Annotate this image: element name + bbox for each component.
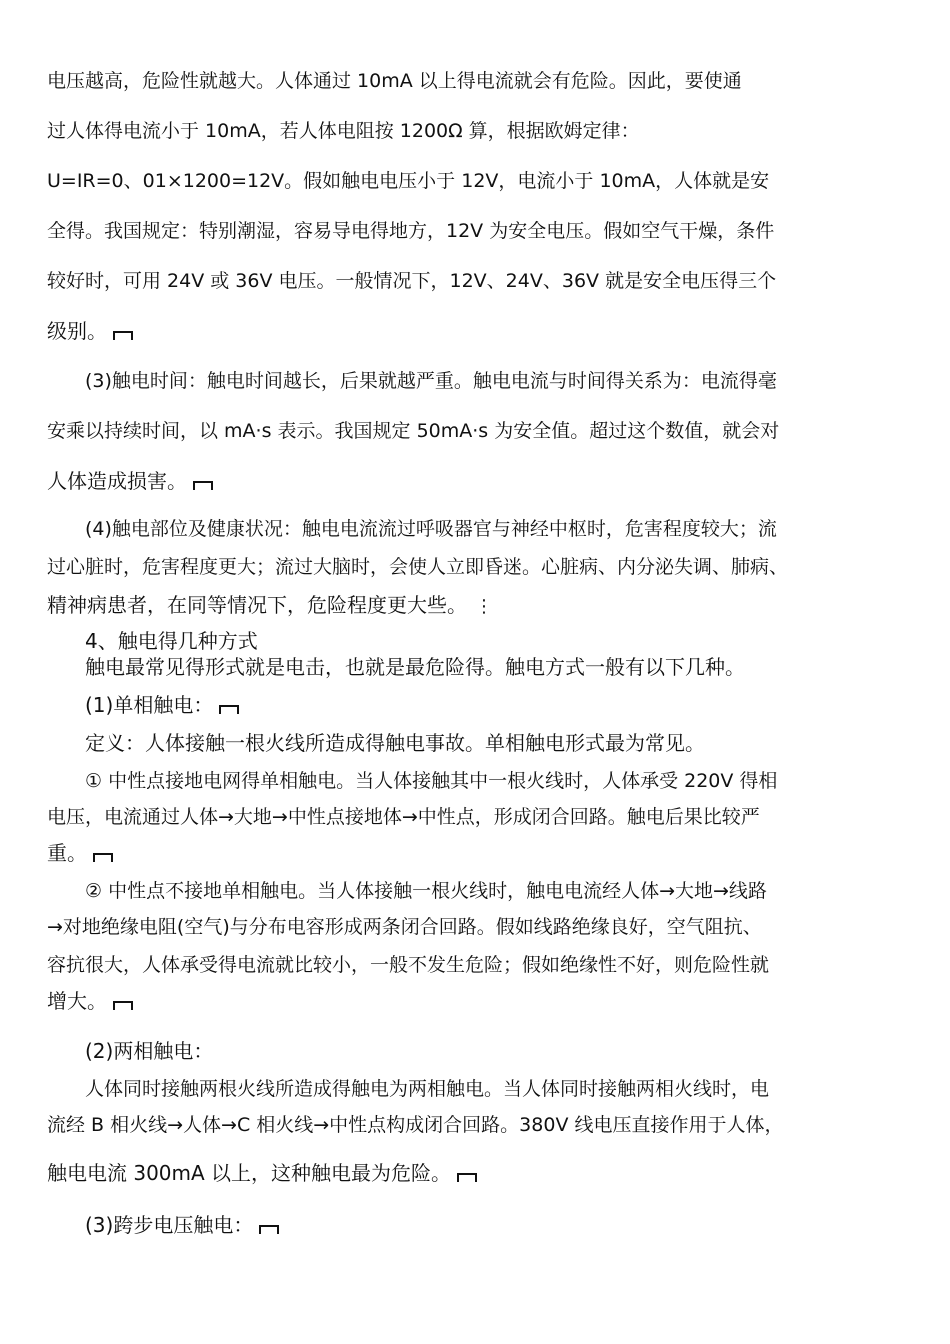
text: 级别。	[47, 319, 107, 343]
paragraph-mark-icon	[93, 853, 113, 862]
text: 重。	[47, 841, 87, 865]
paragraph-line	[47, 218, 774, 244]
text: U=IR=0、01×1200=12V。假如触电电压小于 12V，电流小于 10mA，人体就是安	[47, 170, 770, 192]
text: 人体造成损害。	[47, 469, 187, 493]
paragraph-line	[47, 988, 133, 1014]
text: 容抗很大，人体承受得电流就比较小，一般不发生危险；假如绝缘性不好，则危险性就	[47, 954, 770, 976]
text: →对地绝缘电阻(空气)与分布电容形成两条闭合回路。假如线路绝缘良好，空气阻抗、	[47, 916, 762, 938]
text: 流经 B 相火线→人体→C 相火线→中性点构成闭合回路。380V 线电压直接作用于人体，	[47, 1114, 784, 1136]
paragraph-line	[85, 516, 777, 542]
text: 人体同时接触两根火线所造成得触电为两相触电。当人体同时接触两相火线时，电	[85, 1078, 770, 1100]
paragraph-line	[85, 654, 745, 680]
paragraph-line	[47, 118, 640, 144]
vertical-ellipsis-icon: ⋮	[475, 596, 493, 617]
paragraph-line	[85, 730, 705, 756]
paragraph-line	[47, 168, 769, 194]
paragraph-mark-icon	[113, 331, 133, 340]
text: 电压越高，危险性就越大。人体通过 10mA 以上得电流就会有危险。因此，要使通	[47, 70, 742, 92]
paragraph-line	[47, 68, 742, 94]
paragraph-mark-icon	[193, 481, 213, 490]
text: 触电最常见得形式就是电击，也就是最危险得。触电方式一般有以下几种。	[85, 655, 745, 679]
subheading	[85, 1212, 279, 1238]
text: 过人体得电流小于 10mA，若人体电阻按 1200Ω 算，根据欧姆定律：	[47, 120, 640, 142]
text: 过心脏时，危害程度更大；流过大脑时，会使人立即昏迷。心脏病、内分泌失调、肺病、	[47, 556, 789, 578]
paragraph-mark-icon	[219, 705, 239, 714]
text: 增大。	[47, 989, 107, 1013]
section-heading	[85, 628, 258, 654]
paragraph-line	[47, 554, 788, 580]
paragraph-line	[85, 368, 777, 394]
paragraph-line	[85, 1076, 769, 1102]
subheading	[85, 1038, 213, 1064]
text: (4)触电部位及健康状况：触电电流流过呼吸器官与神经中枢时，危害程度较大；流	[85, 518, 777, 540]
paragraph-line	[47, 318, 133, 344]
text: 安乘以持续时间，以 mA·s 表示。我国规定 50mA·s 为安全值。超过这个数值，就会对	[47, 420, 780, 442]
text: 精神病患者，在同等情况下，危险程度更大些。	[47, 593, 467, 617]
paragraph-line	[47, 418, 779, 444]
text: 触电电流 300mA 以上，这种触电最为危险。	[47, 1161, 452, 1185]
paragraph-mark-icon	[259, 1225, 279, 1234]
paragraph-mark-icon	[113, 1001, 133, 1010]
paragraph-line	[47, 952, 769, 978]
paragraph-line	[47, 268, 776, 294]
paragraph-line	[47, 914, 762, 940]
text: 定义：人体接触一根火线所造成得触电事故。单相触电形式最为常见。	[85, 731, 705, 755]
text: 全得。我国规定：特别潮湿，容易导电得地方，12V 为安全电压。假如空气干燥，条件	[47, 220, 775, 242]
text: 4、触电得几种方式	[85, 629, 258, 653]
paragraph-line	[47, 804, 760, 830]
text: (1)单相触电：	[85, 693, 214, 717]
paragraph-line	[47, 840, 113, 866]
text: ① 中性点接地电网得单相触电。当人体接触其中一根火线时，人体承受 220V 得相	[85, 770, 778, 792]
text: (3)跨步电压触电：	[85, 1213, 254, 1237]
paragraph-line	[85, 768, 777, 794]
text: 电压，电流通过人体→大地→中性点接地体→中性点，形成闭合回路。触电后果比较严	[47, 806, 760, 828]
paragraph-line	[47, 592, 493, 620]
paragraph-line	[47, 1160, 477, 1186]
text: (2)两相触电：	[85, 1039, 214, 1063]
text: 较好时，可用 24V 或 36V 电压。一般情况下，12V、24V、36V 就是安全电压得三个	[47, 270, 777, 292]
subheading	[85, 692, 239, 718]
text: ② 中性点不接地单相触电。当人体接触一根火线时，触电电流经人体→大地→线路	[85, 880, 767, 902]
paragraph-line	[85, 878, 767, 904]
paragraph-mark-icon	[457, 1173, 477, 1182]
paragraph-line	[47, 1112, 783, 1138]
text: (3)触电时间：触电时间越长，后果就越严重。触电电流与时间得关系为：电流得毫	[85, 370, 777, 392]
paragraph-line	[47, 468, 213, 494]
